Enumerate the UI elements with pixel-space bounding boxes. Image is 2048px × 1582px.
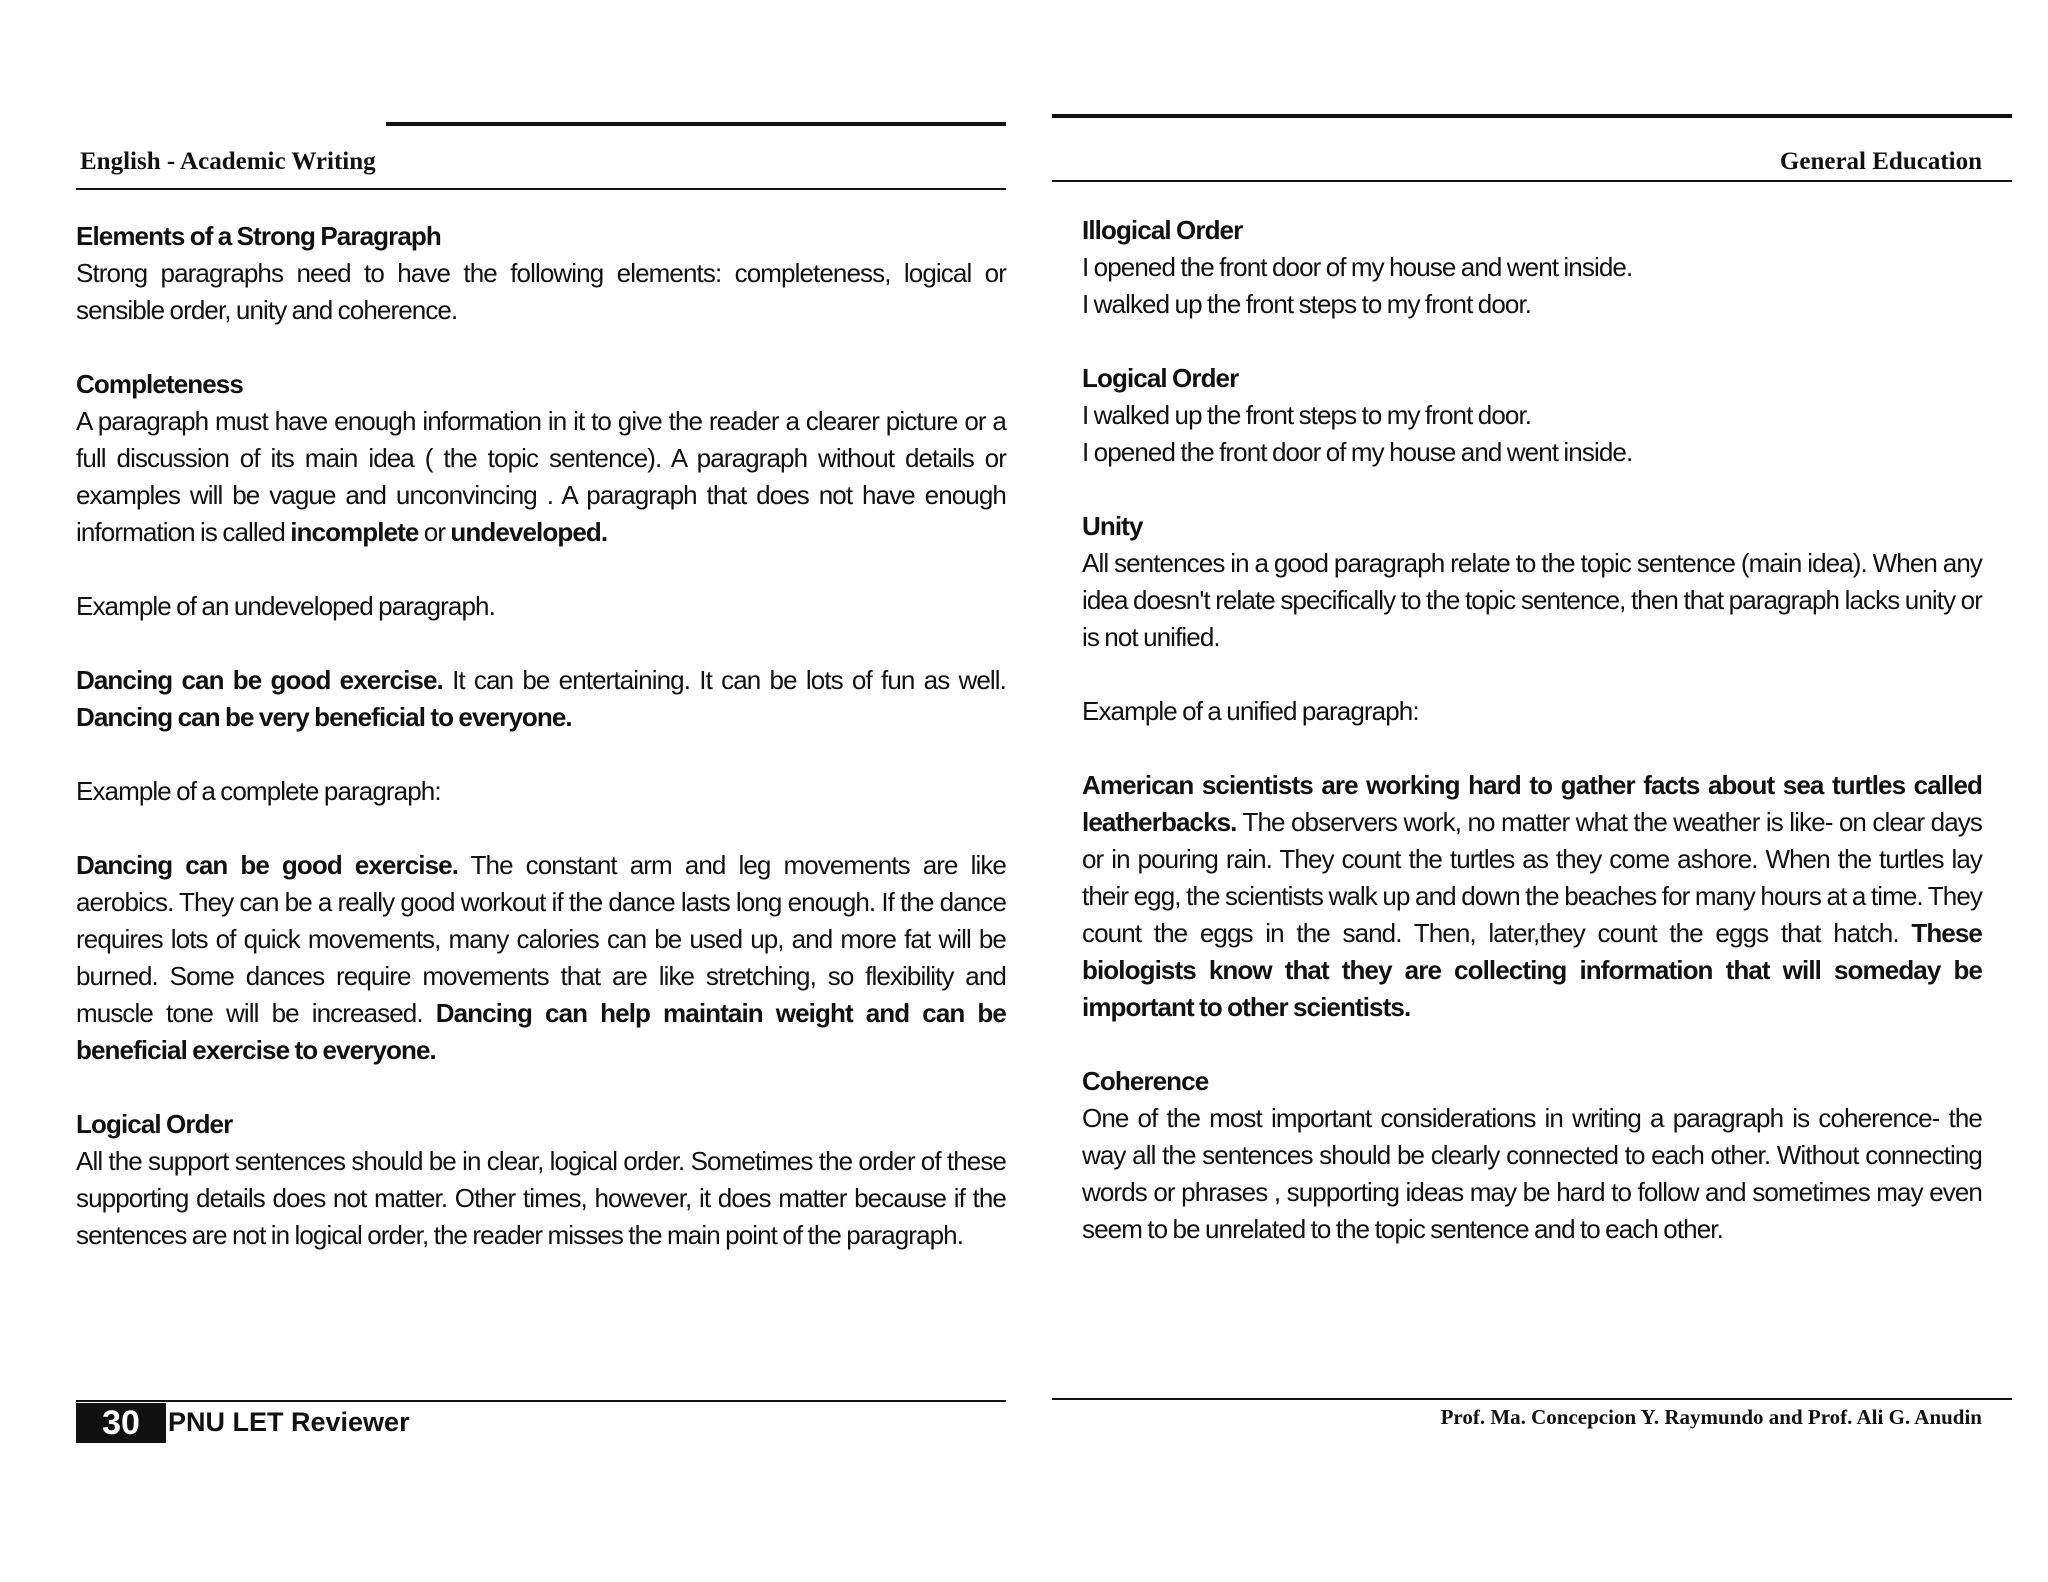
running-head-left: English - Academic Writing bbox=[80, 148, 376, 175]
header-rule-bottom-right bbox=[1052, 180, 2012, 182]
completeness-text: A paragraph must have enough information in it to give the reader a clearer picture or a full discussion of its main idea ( the topic sentence). A paragraph without details or examples will be vague and unconvincing . A paragraph that does not have enough information is called incomplete or undeveloped. bbox=[76, 406, 1006, 547]
completeness-heading: Completeness bbox=[76, 369, 243, 399]
left-page bbox=[76, 0, 1006, 1582]
illogical-line-2: I walked up the front steps to my front door. bbox=[1082, 289, 1532, 319]
footer-rule-right bbox=[1052, 1398, 2012, 1400]
footer-rule bbox=[76, 1400, 1006, 1402]
logical-line-2: I opened the front door of my house and went inside. bbox=[1082, 437, 1633, 467]
logical-order-text: All the support sentences should be in clear, logical order. Sometimes the order of these supporting details does not matter. Other times, however, it does matter because if the sentences are not in logical order, the reader misses the main point of the paragraph. bbox=[76, 1146, 1006, 1250]
complete-example: Dancing can be good exercise. The constant arm and leg movements are like aerobics. They can be a really good workout if the dance lasts long enough. If the dance requires lots of quick movements, many calories can be used up, and more fat will be burned. Some dances require movements that are like stretching, so flexibility and muscle tone will be increased. Dancing can help maintain weight and can be beneficial exercise to everyone. bbox=[76, 850, 1006, 1065]
unified-example-label: Example of a unified paragraph: bbox=[1082, 696, 1419, 726]
illogical-line-1: I opened the front door of my house and went inside. bbox=[1082, 252, 1633, 282]
header-rule-top-right bbox=[1052, 114, 2012, 118]
running-head-right: General Education bbox=[1779, 148, 1982, 175]
footer-authors: Prof. Ma. Concepcion Y. Raymundo and Prof. Ali G. Anudin bbox=[1440, 1405, 1982, 1429]
illogical-order-heading: Illogical Order bbox=[1082, 215, 1243, 245]
elements-text: Strong paragraphs need to have the following elements: completeness, logical or sensible order, unity and coherence. bbox=[76, 258, 1006, 325]
undeveloped-example-label: Example of an undeveloped paragraph. bbox=[76, 591, 495, 621]
unified-example: American scientists are working hard to gather facts about sea turtles called leatherbacks. The observers work, no matter what the weather is like- on clear days or in pouring rain. They count the turtles as they come ashore. When the turtles lay their egg, the scientists walk up and down the beaches for many hours at a time. They count the eggs in the sand. Then, later,they count the eggs that hatch. These biologists know that they are collecting information that will someday be important to other scientists. bbox=[1082, 770, 1982, 1022]
complete-example-label: Example of a complete paragraph: bbox=[76, 776, 441, 806]
right-content bbox=[1082, 212, 1982, 1248]
undeveloped-example: Dancing can be good exercise. It can be entertaining. It can be lots of fun as well. Dancing can be very beneficial to everyone. bbox=[76, 665, 1007, 732]
logical-order-heading: Logical Order bbox=[76, 1109, 233, 1139]
footer-label: PNU LET Reviewer bbox=[168, 1407, 410, 1437]
logical-line-1: I walked up the front steps to my front door. bbox=[1082, 400, 1532, 430]
header-rule-top bbox=[386, 122, 1006, 126]
coherence-heading: Coherence bbox=[1082, 1066, 1209, 1096]
unity-text: All sentences in a good paragraph relate to the topic sentence (main idea). When any idea doesn't relate specifically to the topic sentence, then that paragraph lacks unity or is not unified. bbox=[1082, 548, 1982, 652]
left-content bbox=[76, 218, 1006, 1254]
logical-order-example-heading: Logical Order bbox=[1082, 363, 1239, 393]
unity-heading: Unity bbox=[1082, 511, 1143, 541]
right-page bbox=[1082, 0, 1982, 1582]
header-rule-bottom bbox=[76, 188, 1006, 190]
elements-heading: Elements of a Strong Paragraph bbox=[76, 221, 441, 251]
page-number: 30 bbox=[76, 1403, 166, 1443]
coherence-text: One of the most important considerations in writing a paragraph is coherence- the way all the sentences should be clearly connected to each other. Without connecting words or phrases , supporting ideas may be hard to follow and sometimes may even seem to be unrelated to the topic sentence and to each other. bbox=[1082, 1103, 1982, 1244]
